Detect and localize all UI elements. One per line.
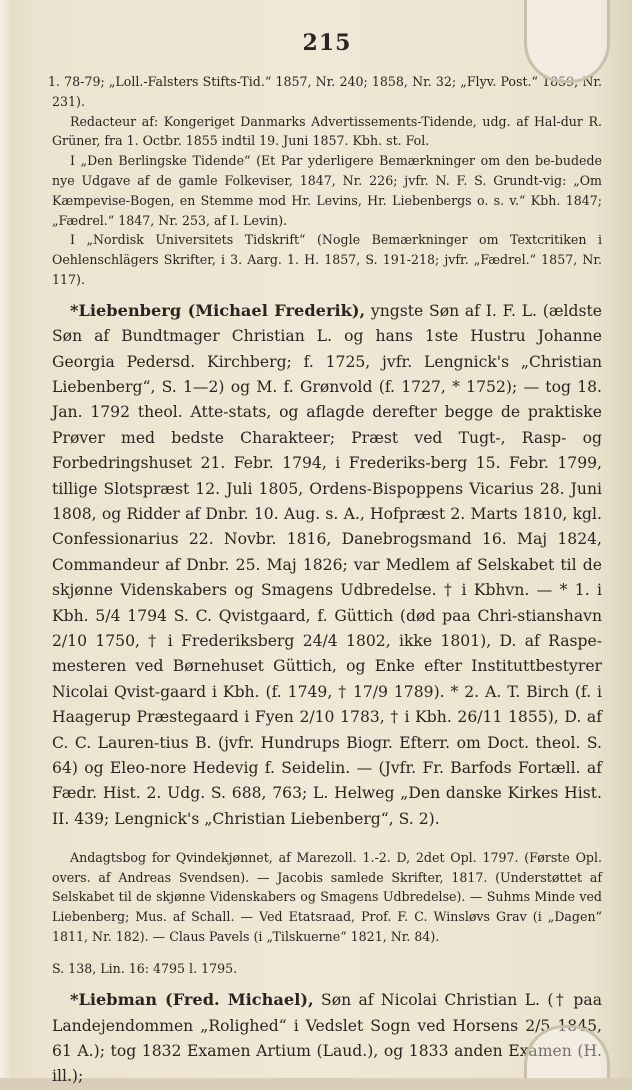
entry-liebman-name: *Liebman (Fred. Michael), — [70, 990, 314, 1010]
continuation-reference: 1. 78-79; „Loll.-Falsters Stifts-Tid.“ 1857, Nr. 240; 1858, Nr. 32; „Flyv. Post.“ 1859, Nr. 231). — [48, 74, 602, 109]
entry-liebenberg-name: *Liebenberg (Michael Frederik), — [70, 300, 366, 320]
entry-liebenberg-text: yngste Søn af I. F. L. (ældste Søn af Bundtmager Christian L. og hans 1ste Hustru Johanne Georgia Pedersd. Kirchberg; f. 1725, jvfr. Lengnick's „Christian Liebenberg“, S. 1—2) og M. f. Grønvold (f. 1727, * 1752); — tog 18. Jan. 1792 theol. Atte-stats, og aflagde derefter begge de praktiske Prøver med bedste Charakteer; Præst ved Tugt-, Rasp- og Forbedringshuset 21. Febr. 1794, i Frederiks-berg 15. Febr. 1799, tillige Slotspræst 12. Juli 1805, Ordens-Bispoppens Vicarius 28. Juni 1808, og Ridder af Dnbr. 10. Aug. s. A., Hofpræst 2. Marts 1810, kgl. Confessionarius 22. Novbr. 1816, Danebrogsmand 16. Maj 1824, Commandeur af Dnbr. 25. Maj 1826; var Medlem af Selskabet til de skjønne Videnskabers og Smagens Udbredelse. † i Kbhvn. — * 1. i Kbh. 5/4 1794 S. C. Qvistgaard, f. Güttich (død paa Chri-stianshavn 2/10 1750, † i Frederiksberg 24/4 1802, ikke 1801), D. af Raspe-mesteren ved Børnehuset Güttich, og Enke efter Instituttbestyrer Nicolai Qvist-gaard i Kbh. (f. 1749, † 17/9 1789). * 2. A. T. Birch (f. i Haagerup Præstegaard i Fyen 2/10 1783, † i Kbh. 26/11 1855), D. af C. C. Lauren-tius B. (jvfr. Hundrups Biogr. Efterr. om Doct. theol. S. 64) og Eleo-nore Hedevig f. Seidelin. — (Jvfr. Fr. Barfods Fortæll. af Fædr. Hist. 2. Udg. S. 688, 763; L. Helweg „Den danske Kirkes Hist. II. 439; Lengnick's „Christian Liebenberg“, S. 2). — [52, 301, 602, 828]
redacteur-paragraph: Redacteur af: Kongeriget Danmarks Advertissements-Tidende, udg. af Hal-dur R. Grüner, fra 1. Octbr. 1855 indtil 19. Juni 1857. Kbh. st. Fol. — [52, 113, 602, 149]
page-number: 215 — [302, 30, 352, 56]
entry-liebman — [52, 987, 602, 1090]
page-edge — [0, 0, 14, 1078]
entry-liebenberg — [52, 298, 602, 833]
page-scan-tab-top — [524, 0, 610, 83]
works-paragraph: Andagtsbog for Qvindekjønnet, af Marezoll. 1.-2. D, 2det Opl. 1797. (Første Opl. overs. af Andreas Svendsen). — Jacobis samlede Skrifter, 1817. (Understøttet af Selskabet til de skjønne Videnskabers og Smagens Udbredelse). — Suhms Minde ved Liebenberg; Mus. af Schall. — Ved Etatsraad, Prof. F. C. Winsløvs Grav (i „Dagen“ 1811, Nr. 182). — Claus Pavels (i „Tilskuerne“ 1821, Nr. 84). — [52, 849, 602, 945]
tidskrift-paragraph: I „Nordisk Universitets Tidskrift“ (Nogle Bemærkninger om Textcritiken i Oehlenschlägers Skrifter, i 3. Aarg. 1. H. 1857, S. 191-218; jvfr. „Fædrel.“ 1857, Nr. 117). — [52, 232, 602, 287]
correction-line: S. 138, Lin. 16: 4795 l. 1795. — [52, 961, 238, 977]
berlingske-paragraph: I „Den Berlingske Tidende“ (Et Par yderligere Bemærkninger om den be-budede nye Udgave af de gamle Folkeviser, 1847, Nr. 226; jvfr. N. F. S. Grundt-vig: „Om Kæmpevise-Bogen, en Stemme mod Hr. Levins, Hr. Liebenbergs o. s. v.“ Kbh. 1847; „Fædrel.“ 1847, Nr. 253, af I. Levin). — [52, 153, 602, 228]
entry-liebman-text: Søn af Nicolai Christian L. († paa Landejendommen „Rolighed“ i Vedslet Sogn ved Horsens 2/5 1845, 61 A.); tog 1832 Examen Artium (Laud.), og 1833 anden Examen (H. ill.); — [52, 991, 602, 1086]
